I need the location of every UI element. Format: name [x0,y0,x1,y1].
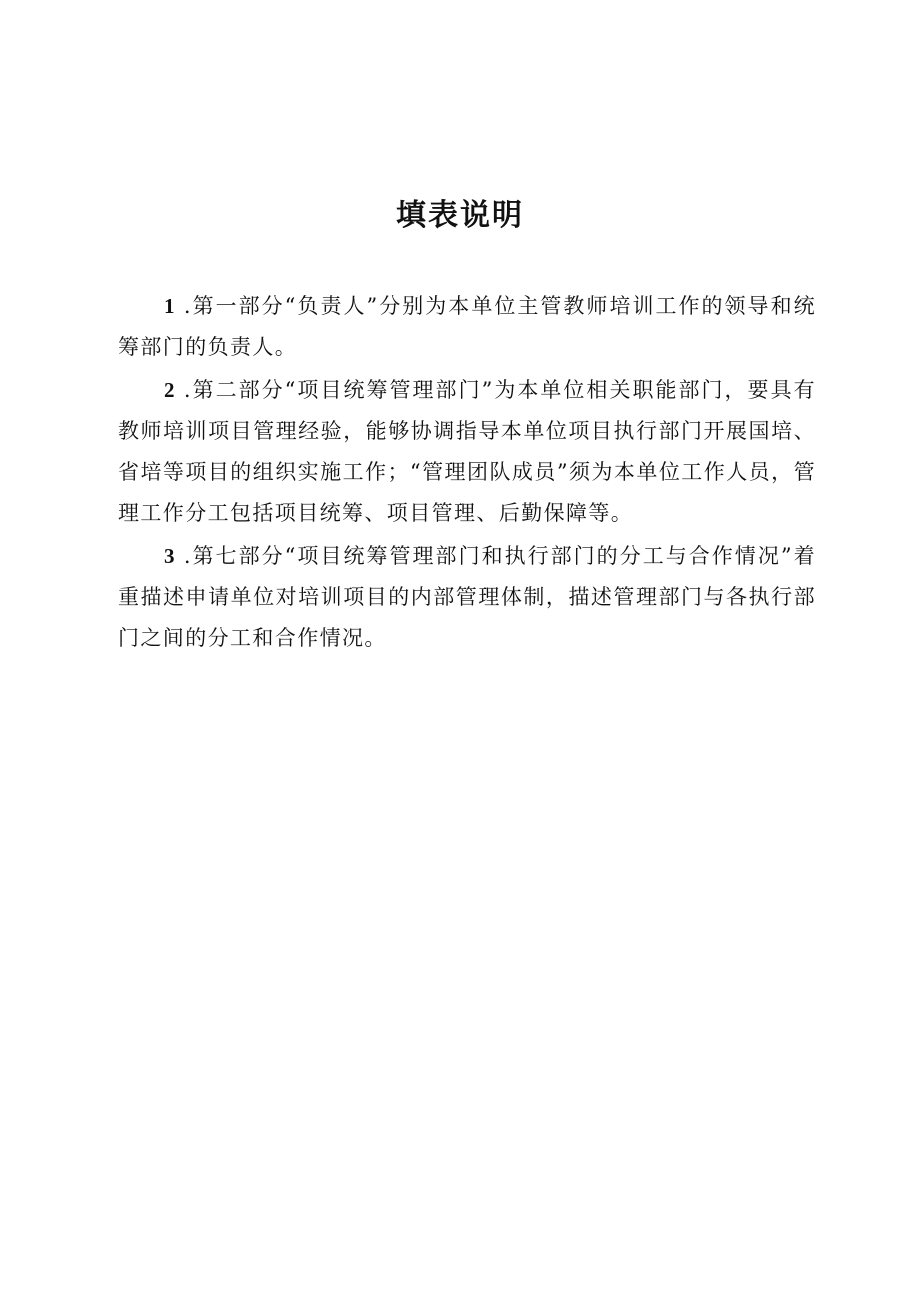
instruction-item-1 [118,286,816,368]
instruction-number: 3 [164,544,176,568]
instruction-text: .第二部分“项目统筹管理部门”为本单位相关职能部门，要具有教师培训项目管理经验，能够协调指导本单位项目执行部门开展国培、省培等项目的组织实施工作；“管理团队成员”须为本单位工作人员，管理工作分工包括项目统筹、项目管理、后勤保障等。 [118,378,816,525]
instruction-number: 1 [164,294,176,318]
instructions-list [118,286,816,661]
instruction-number: 2 [164,378,176,402]
document-title: 填表说明 [396,198,524,233]
instruction-item-3 [118,536,816,659]
instruction-text: .第一部分“负责人”分别为本单位主管教师培训工作的领导和统筹部门的负责人。 [118,294,816,359]
instruction-text: .第七部分“项目统筹管理部门和执行部门的分工与合作情况”着重描述申请单位对培训项目的内部管理体制，描述管理部门与各执行部门之间的分工和合作情况。 [118,544,816,650]
instruction-item-2 [118,370,816,534]
